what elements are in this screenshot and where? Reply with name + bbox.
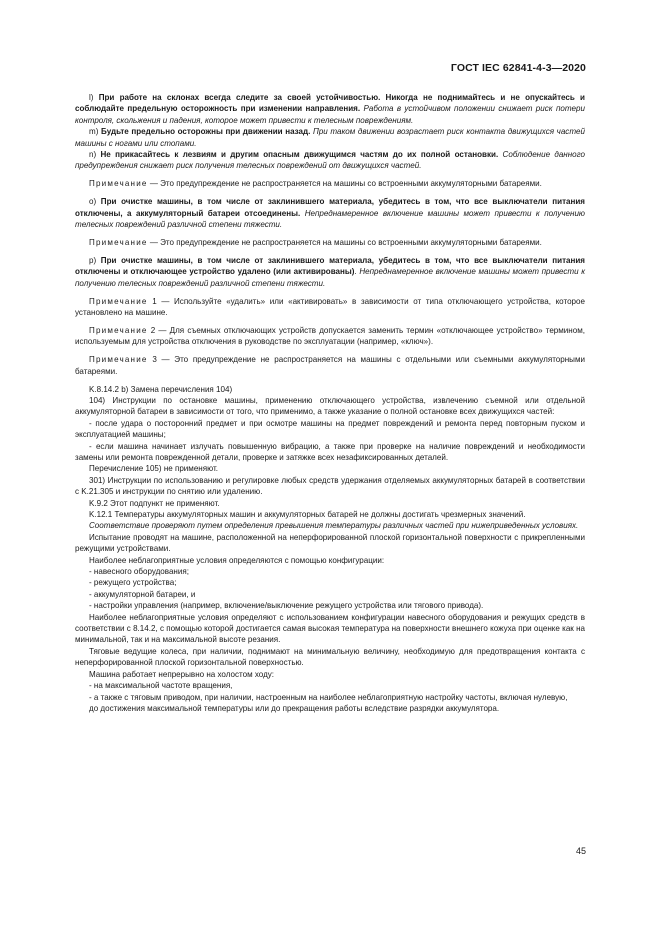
item-o-italic: Непреднамеренное включение машины может привести к получению телесных повреждений различной степени тяжести. <box>75 208 585 230</box>
dash-item-2: - если машина начинает излучать повышенную вибрацию, а также при проверке на наличие повреждений и необходимости замены или ремонта поврежденной детали, проверке и затяжке всех незафиксированных деталей. <box>75 441 585 462</box>
para-105: Перечисление 105) не применяют. <box>89 464 218 474</box>
worst-conditions-1: Наиболее неблагоприятные условия определяются с помощью конфигурации: <box>89 555 385 565</box>
note-battery-2 <box>75 237 585 248</box>
test-conditions: Испытание проводят на машине, расположенной на неперфорированной плоской горизонтальной поверхности с прикрепленными режущими устройствами. <box>75 532 585 554</box>
note-battery-1 <box>75 178 585 189</box>
item-p: p) При очистке машины, в том числе от заклинившего материала, убедитесь в том, что все выключатели питания отключены и отключающее устройство удалено (или активированы). Непреднамеренное включение машины может привести к получению телесных повреждений различной степени тяжести. <box>75 255 586 288</box>
item-p-label: p) <box>89 255 97 265</box>
note-text: — Это предупреждение не распространяется на машины со встроенными аккумуляторными батареями. <box>149 179 542 189</box>
note-text: — Это предупреждение не распространяется на машины со встроенными аккумуляторными батареями. <box>149 237 542 247</box>
note-label: Примечание <box>89 237 148 247</box>
para-301: 301) Инструкции по использованию и регулировке любых средств удержания отделяемых аккумуляторных батарей в соответствии с K.21.305 и инструкции по снятию или удалению. <box>75 475 585 497</box>
document-body <box>75 92 585 714</box>
item-o-bold: При очистке машины, в том числе от заклинившего материала, убедитесь в том, что все выключатели питания отключены, а аккумуляторный батареи отсоединены. <box>75 197 585 218</box>
note-label: Примечание <box>89 325 148 335</box>
item-p-bold: При очистке машины, в том числе от заклинившего материала, убедитесь в том, что все выключатели питания отключены и отключающее устройство удалено (или активированы) <box>75 255 585 277</box>
item-l-bold: При работе на склонах всегда следите за своей устойчивостью. Никогда не поднимайтесь и не опускайтесь и соблюдайте предельную осторожность при изменении направления. <box>75 93 585 114</box>
note-label: Примечание <box>89 296 148 306</box>
note-label: Примечание <box>89 355 148 365</box>
note-text: 2 — Для съемных отключающих устройств допускается заменить термин «отключающее устройство» термином, используемым для устройства отключения в руководстве по эксплуатации (например, «ключ»). <box>75 325 585 347</box>
item-n <box>75 149 585 172</box>
para-104: 104) Инструкции по остановке машины, применению отключающего устройства, извлечению съемной или отдельной аккумуляторной батареи в зависимости от того, что применимо, а также указание о полной остановке всех движущихся частей: <box>75 395 585 417</box>
note-text: 3 — Это предупреждение не распространяется на машины с отдельными или съемными аккумуляторными батареями. <box>75 355 585 376</box>
note-label: Примечание <box>89 179 148 189</box>
note-2 <box>75 325 585 348</box>
page-number: 45 <box>575 846 586 856</box>
idle-item-1: - на максимальной частоте вращения, <box>89 681 233 691</box>
config-item-2: - режущего устройства; <box>89 578 177 588</box>
idle-running: Машина работает непрерывно на холостом ходу: <box>89 669 275 679</box>
clause-k8142: K.8.14.2 b) Замена перечисления 104) <box>89 384 233 394</box>
item-n-bold: Не прикасайтесь к лезвиям и другим опасным движущимся частям до их полной остановки. <box>100 150 499 160</box>
note-3 <box>75 354 585 377</box>
item-p-italic: Непреднамеренное включение машины может привести к получению телесных повреждений различной степени тяжести. <box>75 267 586 288</box>
config-item-4: - настройки управления (например, включение/выключение режущего устройства или тягового привода). <box>89 601 484 611</box>
traction-wheels: Тяговые ведущие колеса, при наличии, поднимают на минимальную величину, необходимую для предотвращения контакта с неперфорированной плоской горизонтальной поверхностью. <box>75 646 585 668</box>
config-item-1: - навесного оборудования; <box>89 567 189 577</box>
item-o <box>75 196 585 230</box>
item-m <box>75 126 585 149</box>
note-1 <box>75 296 585 319</box>
item-n-label: n) <box>89 150 97 160</box>
dash-item-1: - после удара о посторонний предмет и при осмотре машины на предмет повреждений и ремонта перед повторным пуском и эксплуатацией машины; <box>75 418 585 440</box>
clause-k92: K.9.2 Этот подпункт не применяют. <box>89 498 220 508</box>
clause-k121: K.12.1 Температуры аккумуляторных машин и аккумуляторных батарей не должны достигать чрезмерных значений. <box>89 510 526 519</box>
item-l-label: l) <box>89 93 94 102</box>
config-item-3: - аккумуляторной батареи, и <box>89 589 196 599</box>
item-l <box>75 92 585 126</box>
item-n-italic: Соблюдение данного предупреждения снижает риск получения телесных повреждений от движущихся частей. <box>75 150 585 171</box>
item-m-label: m) <box>89 127 99 137</box>
item-l-italic: Работа в устойчивом положении снижает риск потери контроля, скольжения и падения, которое может привести к телесным повреждениям. <box>75 104 585 125</box>
worst-conditions-2: Наиболее неблагоприятные условия определяют с использованием конфигурации навесного оборудования и режущих средств в соответствии с 8.14.2, с помощью которой достигается самая высокая температура на поверхности внешнего кожуха при оценке как на минимальной, так и на максимальной высоте резания. <box>75 612 585 645</box>
note-text: 1 — Используйте «удалить» или «активировать» в зависимости от типа отключающего устройства, которое установлено на машине. <box>75 296 585 317</box>
compliance-check: Соответствие проверяют путем определения превышения температуры различных частей при нижеприведенных условиях. <box>89 521 579 531</box>
idle-item-2: - а также с тяговым приводом, при наличии, настроенным на наиболее неблагоприятную настройку частоты, включая нулевую, <box>89 692 568 702</box>
document-standard-number: ГОСТ IEC 62841-4-3—2020 <box>450 62 586 74</box>
until-condition: до достижения максимальной температуры или до прекращения работы вследствие разрядки аккумулятора. <box>89 703 500 713</box>
item-m-italic: При таком движении возрастает риск контакта движущихся частей машины с ногами или стопами. <box>75 127 585 148</box>
item-o-label: o) <box>89 197 97 207</box>
item-m-bold: Будьте предельно осторожны при движении назад. <box>101 127 311 137</box>
